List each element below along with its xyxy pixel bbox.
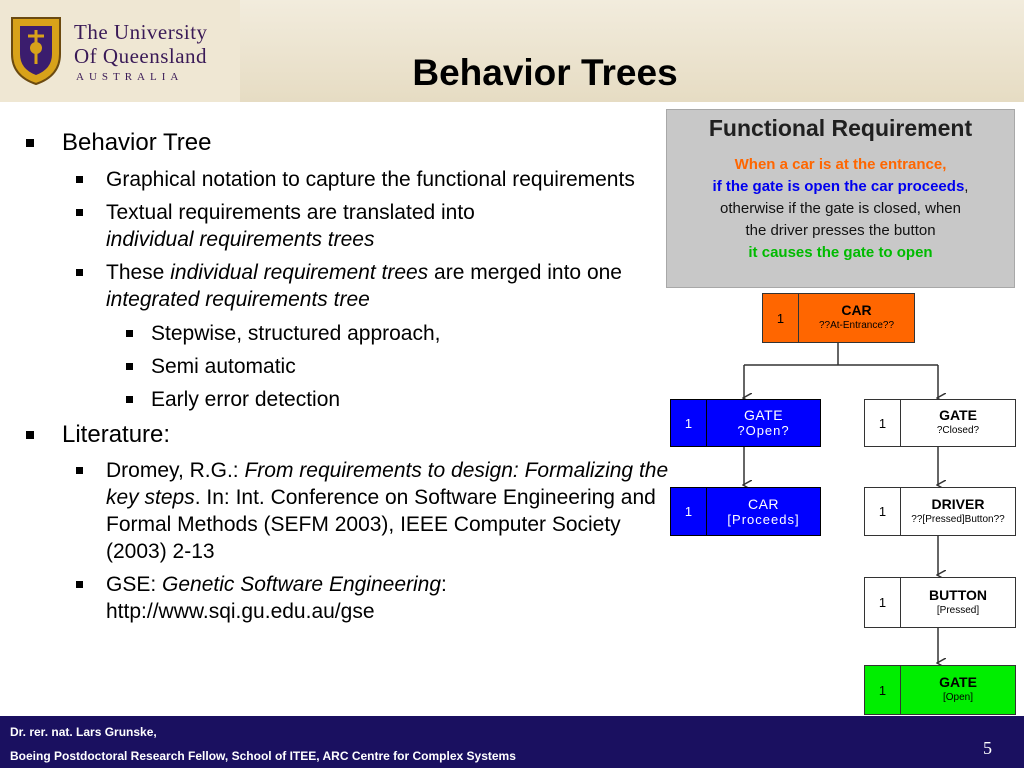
slide-title: Behavior Trees xyxy=(412,52,678,93)
node-number: 1 xyxy=(671,400,707,446)
node-component: CAR xyxy=(747,495,780,512)
tree-node-gate-final xyxy=(864,665,1016,715)
node-number: 1 xyxy=(865,578,901,627)
node-state: [Proceeds] xyxy=(727,511,800,527)
node-state: [Pressed] xyxy=(936,604,980,616)
university-country: AUSTRALIA xyxy=(76,71,184,83)
bullet-early-error: Early error detection xyxy=(20,383,670,416)
node-number: 1 xyxy=(671,488,707,535)
tree-node-gate-open xyxy=(670,399,821,447)
footer-affiliation: Boeing Postdoctoral Research Fellow, School of ITEE, ARC Centre for Complex Systems xyxy=(10,749,516,763)
requirement-line-1: When a car is at the entrance, xyxy=(734,156,947,173)
node-component: DRIVER xyxy=(931,495,985,512)
bullet-literature: Literature: xyxy=(20,420,670,450)
slide-footer xyxy=(0,716,1024,768)
node-number: 1 xyxy=(763,294,799,342)
page-number: 5 xyxy=(983,738,992,758)
node-state: ?Closed? xyxy=(936,425,980,436)
footer-author: Dr. rer. nat. Lars Grunske, xyxy=(10,725,157,739)
requirement-line-2: if the gate is open the car proceeds, xyxy=(712,178,969,195)
tree-node-driver xyxy=(864,487,1016,536)
node-number: 1 xyxy=(865,488,901,535)
functional-requirement-title: Functional Requirement xyxy=(708,115,973,141)
gse-link[interactable]: http://www.sqi.gu.edu.au/gse xyxy=(106,600,375,623)
tree-node-car-entrance xyxy=(762,293,915,343)
node-number: 1 xyxy=(865,400,901,446)
requirement-line-3: otherwise if the gate is closed, when xyxy=(720,200,961,217)
node-component: GATE xyxy=(939,674,977,690)
tree-node-gate-closed xyxy=(864,399,1016,447)
requirement-line-5: it causes the gate to open xyxy=(748,244,933,261)
bullet-textual-requirements: Textual requirements are translated into individual requirements trees xyxy=(20,199,670,253)
node-state: ?Open? xyxy=(737,423,790,438)
node-component: CAR xyxy=(841,302,872,318)
bullet-semi-automatic: Semi automatic xyxy=(20,350,670,383)
tree-node-button xyxy=(864,577,1016,628)
node-state: ??[Pressed]Button?? xyxy=(911,513,1005,525)
node-number: 1 xyxy=(865,666,901,714)
node-component: GATE xyxy=(743,407,784,423)
bullet-reference-gse: GSE: Genetic Software Engineering: http://www.sqi.gu.edu.au/gse xyxy=(20,571,670,625)
bullet-behavior-tree: Behavior Tree xyxy=(20,128,670,158)
bullet-stepwise: Stepwise, structured approach, xyxy=(20,317,670,350)
requirement-line-4: the driver presses the button xyxy=(745,222,936,239)
bullet-reference-dromey: Dromey, R.G.: From requirements to design: Formalizing the key steps. In: Int. Conference on Software Engineering and Formal Methods (SEFM 2003), IEEE Computer Society (2003) 2-13 xyxy=(20,457,670,565)
node-state: [Open] xyxy=(942,692,974,703)
node-state: ??At-Entrance?? xyxy=(818,320,895,331)
bullet-graphical-notation: Graphical notation to capture the functional requirements xyxy=(20,166,670,193)
tree-node-car-proceeds xyxy=(670,487,821,536)
bullet-merged-trees: These individual requirement trees are merged into one integrated requirements tree xyxy=(20,259,670,313)
node-component: BUTTON xyxy=(928,586,988,603)
university-name-line1: The University xyxy=(74,20,208,44)
node-component: GATE xyxy=(939,407,977,423)
university-name-line2: Of Queensland xyxy=(74,44,208,68)
